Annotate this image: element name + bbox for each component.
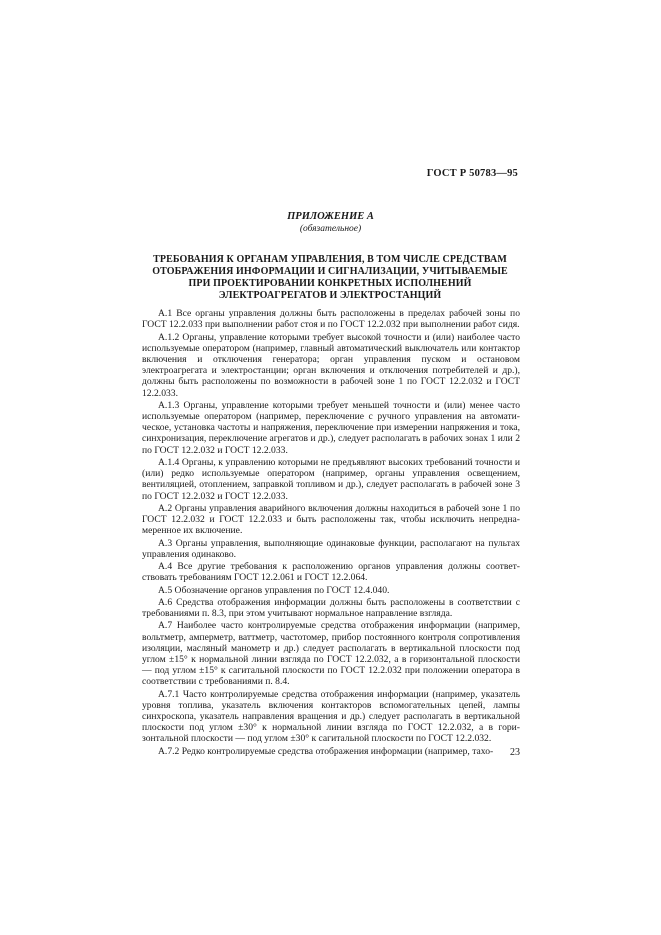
appendix-title: ПРИЛОЖЕНИЕ А — [287, 211, 374, 222]
paragraph-a7: А.7 Наиболее часто контролируемые средства отображения информации (например, вольтметр, амперметр, ваттметр, частотомер, прибор постоянного контроля сопротивления изоляции, масляный манометр и др.) следует располагать в вертикальной плоскости под углом ±15° к нормальной линии взгляда по ГОСТ 12.2.032, а в горизонтальной плоскости — под углом ±15° к сагитальной плоскости по ГОСТ 12.2.032 при положении оператора в соответствии с требованиями п. 8.4. — [142, 620, 520, 688]
heading-line: ПРИ ПРОЕКТИРОВАНИИ КОНКРЕТНЫХ ИСПОЛНЕНИЙ — [188, 278, 472, 289]
heading-line: ЭЛЕКТРОАГРЕГАТОВ И ЭЛЕКТРОСТАНЦИЙ — [218, 290, 442, 301]
page-number: 23 — [510, 747, 520, 758]
paragraph-a1-4: А.1.4 Органы, к управлению которыми не предъявляют высоких требований точности и (или) редко используемые оператором (например, органы управления освещением, вентиляцией, отоплением, заправкой топливом и др.), следует располагать в рабочей зоне 3 по ГОСТ 12.2.032 и ГОСТ 12.2.033. — [142, 456, 520, 502]
paragraph-a2: А.2 Органы управления аварийного включения должны находиться в рабочей зоне 1 по ГОСТ 12.2.032 и ГОСТ 12.2.033 и быть расположены так, чтобы исключить непреднамеренное их включение. — [142, 502, 520, 537]
heading-line: ТРЕБОВАНИЯ К ОРГАНАМ УПРАВЛЕНИЯ, В ТОМ ЧИСЛЕ СРЕДСТВАМ — [153, 254, 507, 265]
paragraph-a3: А.3 Органы управления, выполняющие одинаковые функции, располагают на пультах управления одинаково. — [142, 537, 520, 560]
paragraph-a4: А.4 Все другие требования к расположению органов управления должны соответствовать требованиям ГОСТ 12.2.061 и ГОСТ 12.2.064. — [142, 561, 520, 584]
paragraph-a7-2: А.7.2 Редко контролируемые средства отображения информации (например, тахо- — [158, 745, 494, 757]
paragraph-a1: А.1 Все органы управления должны быть расположены в пределах рабочей зоны по ГОСТ 12.2.033 при выполнении работ стоя и по ГОСТ 12.2.032 при выполнении работ сидя. — [142, 308, 520, 331]
document-code: ГОСТ Р 50783—95 — [426, 168, 518, 179]
paragraph-a6: А.6 Средства отображения информации должны быть расположены в соответствии с требованиями п. 8.3, при этом учитывают нормальное направление взгляда. — [142, 596, 520, 620]
appendix-note: (обязательное) — [299, 224, 362, 234]
paragraph-a1-3: А.1.3 Органы, управление которыми требует меньшей точности и (или) менее часто используемые оператором (например, переключение с ручного управления на автоматическое, установка частоты и напряжения, переключение при измерении напряжения и тока, синхронизация, переключение агрегатов и др.), следует располагать в рабочих зонах 1 или 2 по ГОСТ 12.2.032 и ГОСТ 12.2.033. — [142, 399, 520, 456]
paragraph-a5: А.5 Обозначение органов управления по ГОСТ 12.4.040. — [158, 584, 390, 596]
paragraph-a7-1: А.7.1 Часто контролируемые средства отображения информации (например, указатель уровня топлива, указатель включения контакторов вспомогательных цепей, лампы синхроскопа, указатель направления вращения и др.) следует располагать в вертикальной плоскости под углом ±30° к нормальной линии взгляда по ГОСТ 12.2.032, а в горизонтальной плоскости — под углом ±30° к сагитальной плоскости по ГОСТ 12.2.032. — [142, 688, 520, 745]
heading-line: ОТОБРАЖЕНИЯ ИНФОРМАЦИИ И СИГНАЛИЗАЦИИ, УЧИТЫВАЕМЫЕ — [152, 266, 508, 277]
paragraph-a1-2: А.1.2 Органы, управление которыми требует высокой точности и (или) наиболее часто используемые оператором (например, главный автоматический выключатель или контактор включения и отключения генератора; орган управления пуском и остановом электроагрегата и электростанции; орган включения и отключения потребителей и др.), должны быть расположены по возможности в рабочей зоне 1 по ГОСТ 12.2.032 и ГОСТ 12.2.033. — [142, 331, 520, 399]
section-heading — [140, 254, 520, 302]
body-text — [142, 308, 520, 758]
